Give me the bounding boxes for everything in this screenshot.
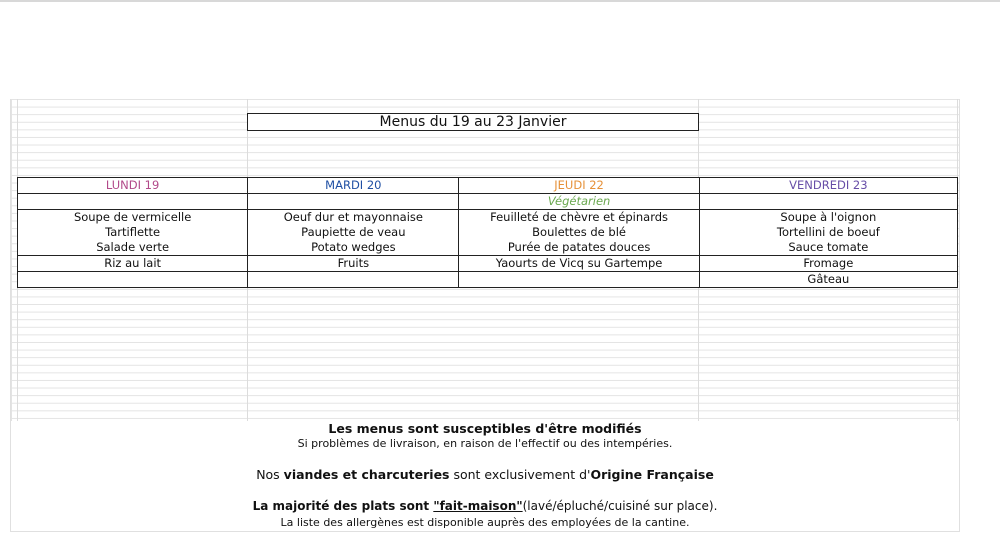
day-header-lundi: LUNDI 19 — [18, 178, 248, 194]
weekly-menu-table — [17, 177, 958, 288]
menu-notes — [10, 421, 960, 532]
dish-cell: Fromage — [699, 256, 957, 272]
dish-cell — [459, 272, 699, 288]
empty-cell — [248, 194, 459, 210]
modification-notice: Les menus sont susceptibles d'être modifiés — [328, 421, 642, 436]
homemade-detail: (lavé/épluché/cuisiné sur place). — [522, 499, 718, 513]
empty-cell — [699, 194, 957, 210]
origin-text: Nos — [256, 467, 284, 482]
dish-cell: Gâteau — [699, 272, 957, 288]
origin-notice — [11, 467, 959, 482]
dish-cell: Feuilleté de chèvre et épinards — [459, 210, 699, 226]
dish-cell: Fruits — [248, 256, 459, 272]
dish-cell: Potato wedges — [248, 240, 459, 256]
dish-cell: Boulettes de blé — [459, 225, 699, 240]
dish-cell — [18, 272, 248, 288]
origin-country: Origine Française — [590, 467, 714, 482]
homemade-highlight: "fait-maison" — [433, 499, 523, 513]
dish-row — [18, 210, 958, 226]
day-header-row — [18, 178, 958, 194]
menu-title: Menus du 19 au 23 Janvier — [247, 113, 699, 131]
label-row — [18, 194, 958, 210]
vegetarian-label: Végétarien — [459, 194, 699, 210]
dish-cell: Purée de patates douces — [459, 240, 699, 256]
dish-cell: Soupe de vermicelle — [18, 210, 248, 226]
delivery-notice: Si problèmes de livraison, en raison de l'effectif ou des intempéries. — [297, 437, 673, 450]
dish-cell: Soupe à l'oignon — [699, 210, 957, 226]
top-border — [0, 0, 1000, 2]
day-header-vendredi: VENDREDI 23 — [699, 178, 957, 194]
dish-cell — [248, 272, 459, 288]
dish-row — [18, 272, 958, 288]
dish-row — [18, 225, 958, 240]
homemade-notice — [11, 499, 959, 513]
dish-cell: Yaourts de Vicq su Gartempe — [459, 256, 699, 272]
homemade-text: La majorité des plats sont — [252, 499, 434, 513]
day-header-mardi: MARDI 20 — [248, 178, 459, 194]
dish-cell: Oeuf dur et mayonnaise — [248, 210, 459, 226]
origin-meats: viandes et charcuteries — [283, 467, 450, 482]
dish-cell: Salade verte — [18, 240, 248, 256]
origin-text: sont exclusivement d' — [449, 467, 591, 482]
allergen-notice: La liste des allergènes est disponible auprès des employées de la cantine. — [280, 516, 690, 529]
dish-cell: Sauce tomate — [699, 240, 957, 256]
dish-cell: Paupiette de veau — [248, 225, 459, 240]
dish-cell: Tartiflette — [18, 225, 248, 240]
dish-row — [18, 256, 958, 272]
empty-cell — [18, 194, 248, 210]
dish-cell: Riz au lait — [18, 256, 248, 272]
dish-row — [18, 240, 958, 256]
dish-cell: Tortellini de boeuf — [699, 225, 957, 240]
day-header-jeudi: JEUDI 22 — [459, 178, 699, 194]
